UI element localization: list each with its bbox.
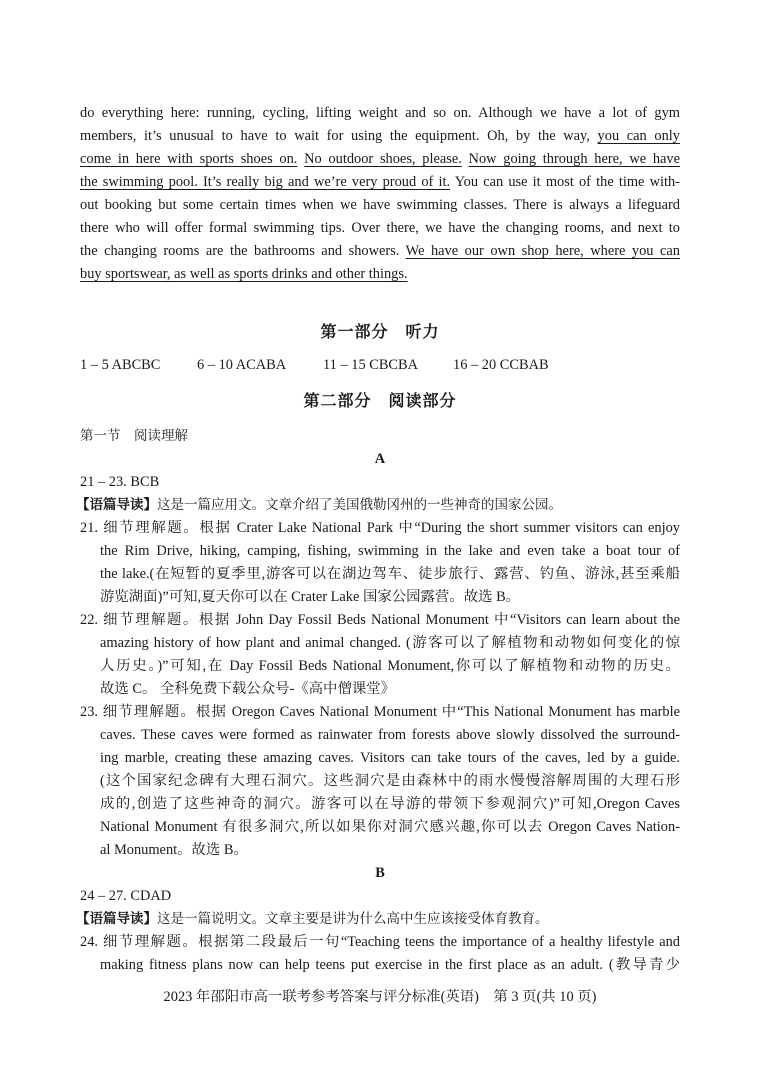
q23-line: 成的,创造了这些神奇的洞穴。游客可以在导游的带领下参观洞穴)”可知,Oregon Caves bbox=[100, 796, 680, 812]
underlined-sentence: the swimming pool. It’s really big and we’re very proud of it. bbox=[80, 174, 451, 190]
guide-text: 这是一篇应用文。文章介绍了美国俄勒冈州的一些神奇的国家公园。 bbox=[157, 497, 562, 513]
passage-a-label: A bbox=[374, 451, 386, 467]
underlined-sentence: you can only bbox=[597, 128, 680, 144]
underlined-sentence: Now going through here, we have bbox=[468, 151, 680, 167]
passage-b-answers: 24 – 27. CDAD bbox=[80, 888, 172, 904]
answer-key-group: 11 – 15 CBCBA bbox=[323, 357, 419, 373]
transcript-line-8 bbox=[80, 265, 680, 283]
q21-line: the Rim Drive, hiking, camping, fishing, swimming in the lake and even take a boat tour of bbox=[100, 543, 680, 559]
passage-a-answers: 21 – 23. BCB bbox=[80, 474, 160, 490]
passage-b-label: B bbox=[375, 865, 385, 881]
part1-answer-keys bbox=[80, 356, 700, 374]
transcript-text: the changing rooms are the bathrooms and showers. bbox=[80, 243, 406, 259]
underlined-sentence: come in here with sports shoes on. bbox=[80, 151, 298, 167]
q23-line: caves. These caves were formed as rainwater from forests above slowly dissolved the surround- bbox=[100, 727, 680, 743]
q23-line: ing marble, creating these amazing caves. Visitors can take tours of the caves, led by a guide. bbox=[100, 750, 680, 766]
q24-line: making fitness plans now can help teens put exercise in the first place as an adult. (教导青少 bbox=[100, 957, 680, 973]
q23-line: 23. 细节理解题。根据 Oregon Caves National Monument 中“This National Monument has marble bbox=[80, 704, 680, 720]
q22-line: 人历史。)”可知,在 Day Fossil Beds National Monument,你可以了解植物和动物的历史。 bbox=[100, 658, 680, 674]
transcript-line-6: there who will offer formal swimming tips. Over there, we have the changing rooms, and next to bbox=[80, 220, 680, 236]
part2-title: 第二部分 阅读部分 bbox=[303, 392, 457, 410]
transcript-text: You can use it most of the time with- bbox=[450, 174, 680, 190]
transcript-line-5: out booking but some certain times when we have swimming classes. There is always a lifeguard bbox=[80, 197, 680, 213]
q23-line: National Monument 有很多洞穴,所以如果你对洞穴感兴趣,你可以去 Oregon Caves Nation- bbox=[100, 819, 680, 835]
passage-b-guide bbox=[76, 910, 676, 928]
answer-key-group: 1 – 5 ABCBC bbox=[80, 357, 161, 373]
q23-line: (这个国家纪念碑有大理石洞穴。这些洞穴是由森林中的雨水慢慢溶解周围的大理石形 bbox=[100, 773, 680, 789]
section-heading: 第一节 阅读理解 bbox=[80, 428, 188, 444]
passage-a-guide bbox=[76, 496, 676, 514]
transcript-line-1: do everything here: running, cycling, lifting weight and so on. Although we have a lot of gym bbox=[80, 105, 680, 121]
q22-line: 22. 细节理解题。根据 John Day Fossil Beds National Monument 中“Visitors can learn about the bbox=[80, 612, 680, 628]
page-footer: 2023 年邵阳市高一联考参考答案与评分标准(英语) 第 3 页(共 10 页) bbox=[163, 989, 597, 1005]
q22-line: amazing history of how plant and animal changed. (游客可以了解植物和动物如何变化的惊 bbox=[100, 635, 680, 651]
q21-line: 21. 细节理解题。根据 Crater Lake National Park 中“During the short summer visitors can enjoy bbox=[80, 520, 680, 536]
q23-line: al Monument。故选 B。 bbox=[100, 842, 248, 858]
underlined-sentence: buy sportswear, as well as sports drinks and other things. bbox=[80, 266, 408, 282]
q21-line: 游览湖面)”可知,夏天你可以在 Crater Lake 国家公园露营。故选 B。 bbox=[100, 589, 521, 605]
guide-tag: 【语篇导读】 bbox=[76, 911, 157, 927]
underlined-sentence: We have our own shop here, where you can bbox=[405, 243, 680, 259]
answer-key-group: 6 – 10 ACABA bbox=[197, 357, 287, 373]
transcript-line-3 bbox=[80, 150, 680, 168]
transcript-line-4 bbox=[80, 173, 680, 191]
underlined-sentence: No outdoor shoes, please. bbox=[304, 151, 462, 167]
q21-line: the lake.(在短暂的夏季里,游客可以在湖边驾车、徒步旅行、露营、钓鱼、游泳,甚至乘船 bbox=[100, 566, 680, 582]
transcript-text: members, it’s unusual to have to wait for using the equipment. Oh, by the way, bbox=[80, 128, 598, 144]
guide-text: 这是一篇说明文。文章主要是讲为什么高中生应该接受体育教育。 bbox=[157, 911, 549, 927]
part1-title: 第一部分 听力 bbox=[320, 323, 440, 341]
transcript-line-2 bbox=[80, 127, 680, 145]
q22-line: 故选 C。 全科免费下载公众号-《高中僧课堂》 bbox=[100, 681, 396, 697]
guide-tag: 【语篇导读】 bbox=[76, 497, 157, 513]
answer-key-group: 16 – 20 CCBAB bbox=[453, 357, 549, 373]
transcript-line-7 bbox=[80, 242, 680, 260]
q24-line: 24. 细节理解题。根据第二段最后一句“Teaching teens the importance of a healthy lifestyle and bbox=[80, 934, 680, 950]
